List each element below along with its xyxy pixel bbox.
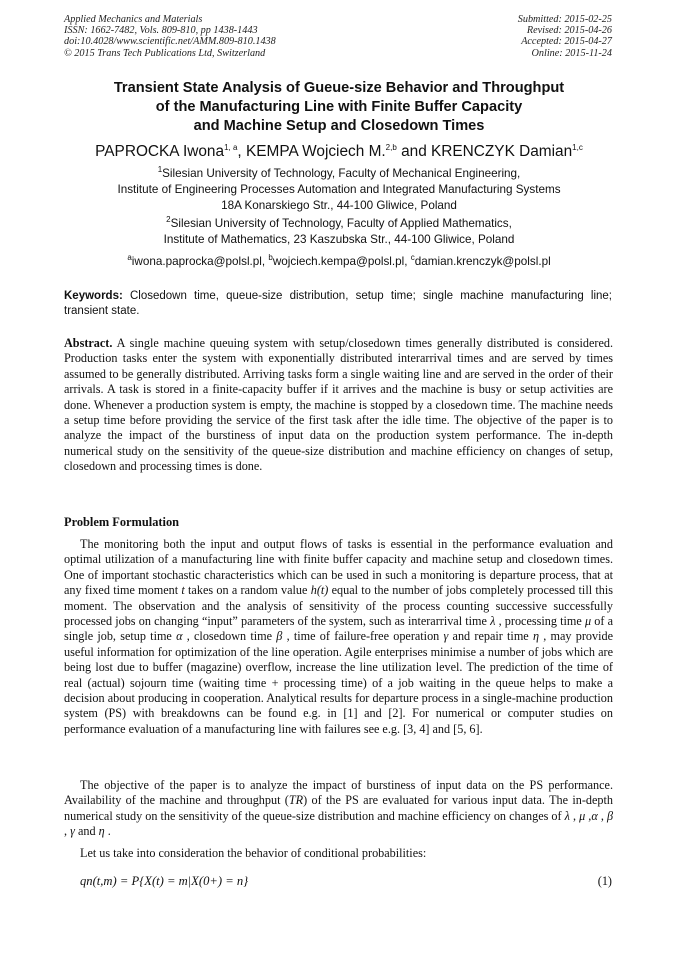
paragraph-3: Let us take into consideration the behavior of conditional probabilities: bbox=[80, 846, 427, 860]
keywords bbox=[64, 289, 612, 319]
abstract bbox=[64, 336, 613, 475]
equation-number: (1) bbox=[597, 874, 612, 888]
equation-1: qn(t,m) = P{X(t) = m|X(0+) = n} bbox=[80, 874, 249, 888]
journal-name: Applied Mechanics and Materials bbox=[64, 14, 203, 25]
section-heading: Problem Formulation bbox=[64, 515, 180, 529]
author-2: KEMPA Wojciech M. bbox=[245, 143, 386, 160]
online-date: Online: 2015-11-24 bbox=[531, 47, 612, 59]
keywords-text: Closedown time, queue-size distribution, setup time; single machine manufacturing line; transient state. bbox=[64, 290, 612, 317]
affiliation-1: $^1$Silesian University of Technology, Faculty of Mechanical Engineering, Institute of Engineering Processes Automation and Integrated Manufacturing Systems 18A Konarskiego Str., 44-100 Gliwice, Poland bbox=[117, 165, 561, 212]
author-list: PAPROCKA Iwona$^{1, a}$, KEMPA Wojciech M.$^{2,b}$ and KRENCZYK Damian$^{1,c}$ bbox=[95, 142, 583, 160]
accepted-date: Accepted: 2015-04-27 bbox=[521, 36, 612, 48]
journal-info bbox=[64, 14, 276, 59]
email-a[interactable]: iwona.paprocka@polsl.pl, bbox=[131, 255, 269, 268]
abstract-text: A single machine queuing system with setup/closedown times generally distributed is considered. Production tasks enter the system with exponentially distributed interarrival times and are served by times assumed to be generally distributed. Arriving tasks form a single waiting line and are served in the order of their arrivals. A task is stored in a finite-capacity buffer if it arrives and the machine is busy or setup activities are done. Whenever a production system is empty, the machine is stopped by a closedown time. The machine needs a setup time before providing the service of the first task after the idle time. The objective of the paper is to analyze the impact of the burstiness of input data on the production system performance. The in-depth numerical study on the sensitivity of the queue-size distribution and machine efficiency on changes of setup, closedown and processing times is done. bbox=[64, 336, 613, 474]
email-c[interactable]: damian.krenczyk@polsl.pl bbox=[414, 255, 551, 268]
author-1-affiliation: 1, a bbox=[224, 142, 238, 152]
title-line-1: Transient State Analysis of Gueue-size Behavior and Throughput bbox=[113, 80, 565, 96]
issn: ISSN: 1662-7482, Vols. 809-810, pp 1438-1443 bbox=[64, 25, 258, 37]
abstract-label: Abstract. bbox=[64, 336, 113, 350]
paragraph-2: The objective of the paper is to analyze the impact of burstiness of input data on the PS performance. Availability of the machine and throughput (TR) of the PS are evaluated for various input data. The in-depth numerical study on the sensitivity of the queue-size distribution and machine efficiency on changes of λ , μ ,α , β , γ and η . bbox=[64, 778, 614, 839]
paragraph-1: The monitoring both the input and output flows of tasks is essential in the performance evaluation and optimal utilization of a manufacturing line with finite buffer capacity and machine setup and closedown times. One of important stochastic characteristics which can be used in such a monitoring is departure process, that at any fixed time moment t takes on a random value h(t) equal to the number of jobs completely processed till this moment. The observation and the analysis of sensitivity of the process counting successive successfully processed jobs on changing “input” parameters of the system, such as interarrival time λ , processing time μ of a single job, setup time α , closedown time β , time of failure-free operation γ and repair time η , may provide useful information for optimization of the line operation. Agile enterprises minimise a number of jobs which are being lost due to buffer (magazine) overflow, increase the line utilization level. The prediction of the time of real (actual) sojourn time (waiting time + processing time) of a job waiting in the queue helps to make a decision about producing in cooperation. Analytical results for departure process in a single-machine production system (PS) with breakdowns can be found e.g. in [1] and [2]. For numerical or computer studies on performance evaluation of a manufacturing line with failures see e.g. [3, 4] and [5, 6]. bbox=[64, 537, 613, 736]
author-3: KRENCZYK Damian bbox=[431, 143, 573, 160]
revised-date: Revised: 2015-04-26 bbox=[526, 25, 612, 37]
author-2-affiliation: 2,b bbox=[385, 142, 397, 152]
email-b[interactable]: wojciech.kempa@polsl.pl, bbox=[272, 255, 411, 268]
submitted-date: Submitted: 2015-02-25 bbox=[517, 14, 612, 25]
title-line-2: of the Manufacturing Line with Finite Buffer Capacity bbox=[155, 99, 523, 115]
publication-dates bbox=[518, 14, 612, 59]
author-emails: $^a$iwona.paprocka@polsl.pl, $^b$wojciech.kempa@polsl.pl, $^c$damian.krenczyk@polsl.pl bbox=[127, 253, 551, 268]
author-3-affiliation: 1,c bbox=[572, 142, 583, 152]
keywords-label: Keywords: bbox=[64, 290, 123, 302]
doi[interactable]: doi:10.4028/www.scientific.net/AMM.809-810.1438 bbox=[64, 36, 276, 48]
copyright: © 2015 Trans Tech Publications Ltd, Switzerland bbox=[64, 47, 266, 59]
paper-title bbox=[40, 79, 638, 136]
title-line-3: and Machine Setup and Closedown Times bbox=[193, 118, 485, 134]
author-1: PAPROCKA Iwona bbox=[95, 143, 225, 160]
affiliation-2: $^2$Silesian University of Technology, Faculty of Applied Mathematics, Institute of Mathematics, 23 Kaszubska Str., 44-100 Gliwice, Poland bbox=[163, 215, 515, 246]
